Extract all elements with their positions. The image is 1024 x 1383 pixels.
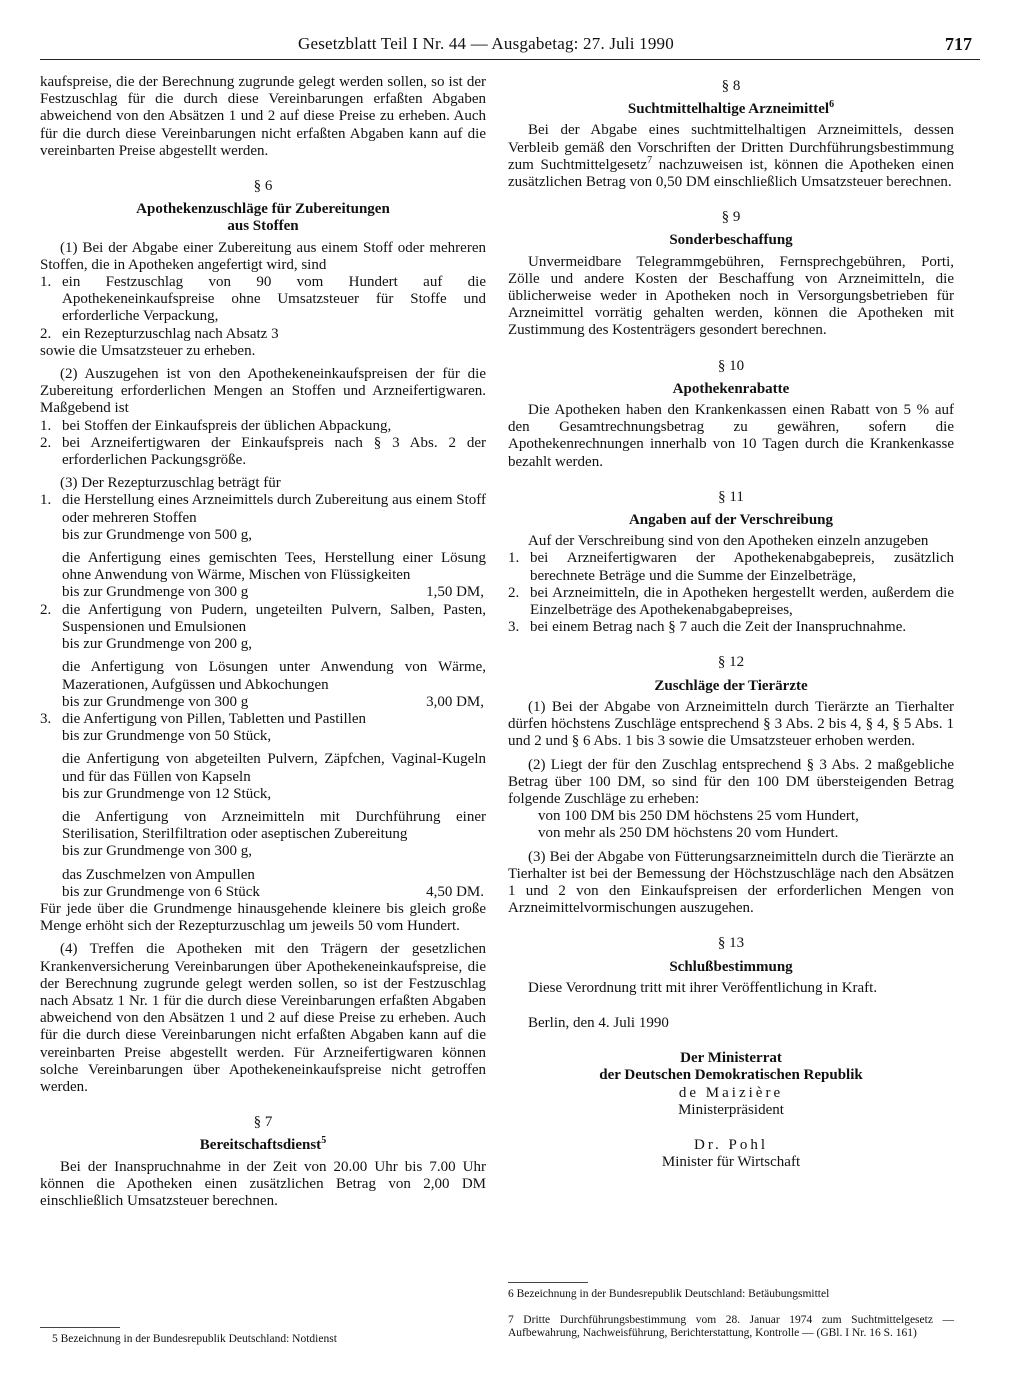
s8-text: Bei der Abgabe eines suchtmittelhaltigen Arzneimittels, dessen Verbleib gemäß den Vorschriften der Dritten Durchführungsbestimmung zum Suchtmittelgesetz$^7$ nachzuweisen ist, können die Apotheken einen zusätzlichen Betrag von 0,50 DM einschließlich Umsatzsteuer berechnen. [508,122,954,191]
left-column [40,74,486,1210]
signature-block [508,1050,954,1171]
section-12-title: Zuschläge der Tierärzte [654,677,808,694]
header-rule [40,59,980,60]
section-9-title: Sonderbeschaffung [669,232,793,249]
price-3: 4,50 DM. [426,883,484,900]
section-13-number: § 13 [717,935,745,952]
section-6-title: Apothekenzuschläge für Zubereitungen aus Stoffen [136,201,390,235]
page-header [40,34,980,60]
s11-item-1: 1. bei Arzneifertigwaren der Apothekenabgabepreis, zusätzlich berechnete Beträge und die Summe der Einzelbeträge, [508,550,954,584]
footnote-6: 6 Bezeichnung in der Bundesrepublik Deutschland: Betäubungsmittel [508,1288,830,1300]
s6-p1-item-2: 2. ein Rezepturzuschlag nach Absatz 3 [40,325,279,342]
signer-role-2: Minister für Wirtschaft [661,1154,801,1171]
section-6-number: § 6 [253,178,273,195]
s11-item-3: 3. bei einem Betrag nach § 7 auch die Zeit der Inanspruchnahme. [508,619,907,636]
footnote-rule-right [508,1282,588,1283]
place-date: Berlin, den 4. Juli 1990 [528,1014,669,1031]
s6-p3-tail: Für jede über die Grundmenge hinausgehende kleinere bis gleich große Menge erhöht sich der Rezepturzuschlag um jeweils 50 vom Hundert. [40,900,486,935]
s7-text: Bei der Inanspruchnahme in der Zeit von 20.00 Uhr bis 7.00 Uhr können die Apotheken einen zusätzlichen Betrag von 2,00 DM einschließlich Umsatzsteuer berechnen. [40,1158,486,1209]
s6-p3-item-1: 1. die Herstellung eines Arzneimittels durch Zubereitung aus einem Stoff oder mehreren Stoffen bis zur Grundmenge von 500 g, die Anfertigung eines gemischten Tees, Herstellung einer Lösung ohne Anwendung von Wärme, Mischen von Flüssigkeiten bis zur Grundmenge von 300 g 1,50 DM, [40,492,486,601]
s6-p3-item-3: 3. die Anfertigung von Pillen, Tabletten und Pastillen bis zur Grundmenge von 50 Stück, die Anfertigung von abgeteilten Pulvern, Zäpfchen, Vaginal-Kugeln und für das Füllen von Kapseln bis zur Grundmenge von 12 Stück, die Anfertigung von Arzneimitteln mit Durchführung einer Sterilisation, Sterilfiltration oder aseptischen Zubereitung bis zur Grundmenge von 300 g, das Zuschmelzen von Ampullen bis zur Grundmenge von 6 Stück 4,50 DM. [40,710,486,900]
s6-para-1: (1) Bei der Abgabe einer Zubereitung aus einem Stoff oder mehreren Stoffen, die in Apotheken angefertigt wird, sind [40,239,486,273]
s6-p1-item-1: 1. ein Festzuschlag von 90 vom Hundert auf die Apothekeneinkaufspreise ohne Umsatzsteuer für Stoffe und erforderliche Verpackung, [40,274,486,325]
intro-paragraph: kaufspreise, die der Berechnung zugrunde gelegt werden sollen, so ist der Festzuschlag für die durch diese Vereinbarungen erfaßten Abgaben abweichend von den Absätzen 1 und 2 auf diese Preise zu erheben. Auch für die durch diese Vereinbarungen nicht erfaßten Abgaben kann auf die vereinbarten Preise abgestellt werden. [40,74,486,159]
s6-p2-item-2: 2. bei Arzneifertigwaren der Einkaufspreis nach § 3 Abs. 2 der erforderlichen Packungsgröße. [40,434,486,469]
s12-rate-2: von mehr als 250 DM höchstens 20 vom Hundert. [538,825,839,842]
section-11-title: Angaben auf der Verschreibung [628,512,834,529]
right-column [508,74,954,1171]
s12-para-2: (2) Liegt der für den Zuschlag entsprechend § 3 Abs. 2 maßgebliche Betrag über 100 DM, so sind für den 100 DM übersteigenden Betrag folgende Zuschläge zu erheben: [508,756,954,807]
s6-p3-item-2: 2. die Anfertigung von Pudern, ungeteilten Pulvern, Salben, Pasten, Suspensionen und Emulsionen bis zur Grundmenge von 200 g, die Anfertigung von Lösungen unter Anwendung von Wärme, Mazerationen, Aufgüssen und Abkochungen bis zur Grundmenge von 300 g 3,00 DM, [40,601,486,710]
header-title: Gesetzblatt Teil I Nr. 44 — Ausgabetag: 27. Juli 1990 [298,34,674,53]
signer-org-2: der Deutschen Demokratischen Republik [599,1067,863,1084]
price-2: 3,00 DM, [426,693,484,710]
footnote-rule-left [40,1327,120,1328]
section-8-title: Suchtmittelhaltige Arzneimittel$^6$ [627,99,835,118]
section-8-number: § 8 [721,78,741,94]
section-7-number: § 7 [253,1114,273,1131]
s6-para-3: (3) Der Rezepturzuschlag beträgt für [60,475,281,492]
footnote-7: 7 Dritte Durchführungsbestimmung vom 28. Januar 1974 zum Suchtmittelgesetz — Aufbewahrung, Nachweisführung, Berichterstattung, Kontrolle — (GBl. I Nr. 16 S. 161) [508,1314,954,1339]
signer-org-1: Der Ministerrat [680,1050,782,1067]
page-number: 717 [945,34,972,54]
section-11-number: § 11 [718,488,744,505]
s6-p2-item-1: 1. bei Stoffen der Einkaufspreis der üblichen Abpackung, [40,417,392,434]
s12-para-3: (3) Bei der Abgabe von Fütterungsarzneimitteln durch die Tierärzte an Tierhalter ist bei der Bemessung der Höchstzuschläge nach den Absätzen 1 und 2 von den Einkaufspreisen der erforderlichen Mengen von Arzneimittelvormischungen auszugehen. [508,848,954,917]
s6-para-2: (2) Auszugehen ist von den Apothekeneinkaufspreisen der für die Zubereitung erforderlichen Mengen an Stoffen und Arzneifertigwaren. Maßgebend ist [40,366,486,417]
s10-text: Die Apotheken haben den Krankenkassen einen Rabatt von 5 % auf den Gesamtrechnungsbetrag zu gewähren, sofern die Apothekenrechnungen innerhalb von 10 Tagen durch die Krankenkasse bezahlt werden. [508,402,954,470]
s6-para-4: (4) Treffen die Apotheken mit den Trägern der gesetzlichen Krankenversicherung Vereinbarungen über Apothekeneinkaufspreise, die der Berechnung zugrunde gelegt werden sollen, so ist der Festzuschlag nach Absatz 1 Nr. 1 für die durch diese Vereinbarungen erfaßten Abgaben abweichend von den Absätzen 1 und 2 auf diese Preise zu erheben. Auch für die durch diese Vereinbarungen nicht erfaßten Abgaben kann auf die vereinbarten Preise abgestellt werden. Für Arzneifertigwaren können solche Vereinbarungen über Apothekeneinkaufspreise nicht getroffen werden. [40,941,486,1095]
s6-p1-tail: sowie die Umsatzsteuer zu erheben. [40,342,256,359]
signer-name-2: Dr. Pohl [693,1136,768,1153]
section-10-number: § 10 [717,357,745,374]
s9-text: Unvermeidbare Telegrammgebühren, Fernsprechgebühren, Porti, Zölle und andere Kosten der Beschaffung von Arzneimitteln, die üblicherweise weder in Apotheken noch in Versorgungsbetrieben für Arzneimittel vorrätig gehalten werden, können die Apotheken mit Zustimmung des Kostenträgers gesondert berechnen. [508,253,954,339]
section-7-title: Bereitschaftsdienst$^5$ [199,1135,327,1154]
section-10-title: Apothekenrabatte [672,380,790,397]
price-1: 1,50 DM, [426,584,484,601]
s11-item-2: 2. bei Arzneimitteln, die in Apotheken hergestellt werden, außerdem die Einzelbeträge des Apothekenabgabepreises, [508,584,954,619]
section-12-number: § 12 [717,654,745,671]
signer-role-1: Ministerpräsident [678,1101,784,1118]
s12-para-1: (1) Bei der Abgabe von Arzneimitteln durch Tierärzte an Tierhalter dürfen höchstens Zuschläge entsprechend § 3 Abs. 2 bis 4, § 4, § 5 Abs. 1 und 2 und § 6 Abs. 1 bis 3 sowie die Umsatzsteuer erhoben werden. [508,698,954,750]
section-13-title: Schlußbestimmung [669,958,793,975]
section-9-number: § 9 [721,209,741,226]
footnote-5: 5 Bezeichnung in der Bundesrepublik Deutschland: Notdienst [52,1333,337,1345]
signer-name-1: de Maizière [678,1084,784,1101]
s13-text: Diese Verordnung tritt mit ihrer Veröffentlichung in Kraft. [528,979,878,996]
s11-text: Auf der Verschreibung sind von den Apotheken einzeln anzugeben [528,533,929,550]
s12-rate-1: von 100 DM bis 250 DM höchstens 25 vom Hundert, [538,808,859,825]
